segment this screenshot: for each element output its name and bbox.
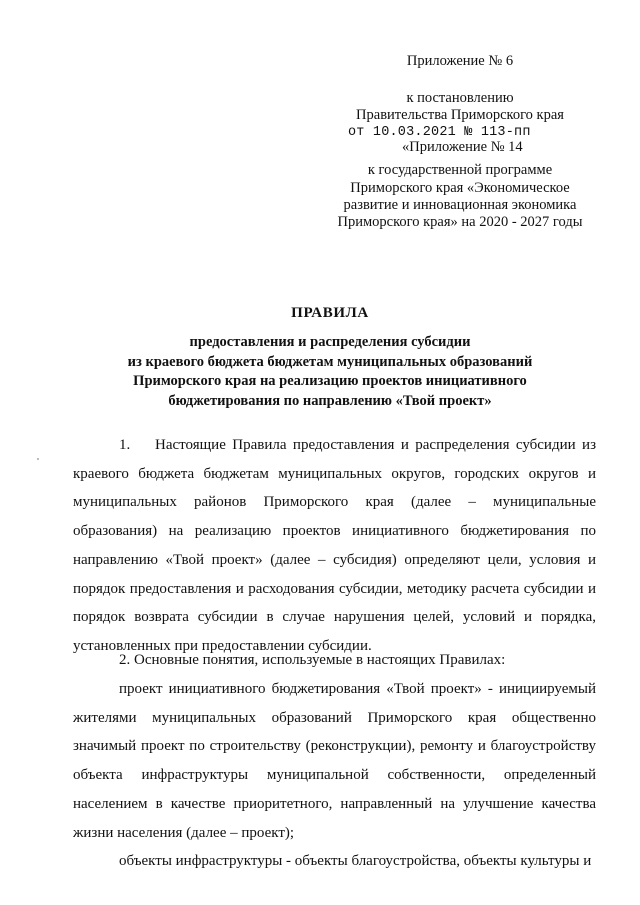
program-reference <box>300 162 620 231</box>
subtitle-line: Приморского края на реализацию проектов инициативного <box>133 373 527 389</box>
inner-appendix-title: «Приложение № 14 <box>402 139 523 155</box>
program-line: Приморского края» на 2020 - 2027 годы <box>337 214 583 230</box>
program-line: к государственной программе <box>367 162 553 178</box>
subtitle-line: бюджетирования по направлению «Твой проект» <box>168 392 492 409</box>
paragraph-4: объекты инфраструктуры - объекты благоустройства, объекты культуры и <box>119 853 592 869</box>
subtitle-line: из краевого бюджета бюджетам муниципальных образований <box>127 353 533 370</box>
paragraph-1 <box>73 431 596 661</box>
program-line: Приморского края «Экономическое <box>350 180 570 196</box>
appendix-line: Правительства Приморского края <box>356 107 564 123</box>
document-title: ПРАВИЛА <box>291 305 369 321</box>
appendix-title: Приложение № 6 <box>406 53 514 69</box>
appendix-line: к постановлению <box>406 90 514 106</box>
paragraph-2: 2. Основные понятия, используемые в настоящих Правилах: <box>119 652 506 668</box>
paragraph-1-text: Настоящие Правила предоставления и распределения субсидии из краевого бюджета бюджетам муниципальных округов, городских округов и муниципальных районов Приморского края (далее – муниципальные образования) на реализацию проектов инициативного бюджетирования по направлению «Твой проект» (далее – субсидия) определяют цели, условия и порядок предоставления и расходования субсидии, методику расчета субсидии и порядок возврата субсидии в случае нарушения целей, условий и порядка, установленных при предоставлении субсидии. <box>73 437 596 654</box>
appendix-header <box>300 53 620 156</box>
program-line: развитие и инновационная экономика <box>343 197 577 213</box>
scan-artifact <box>37 458 39 460</box>
resolution-number-line: от 10.03.2021 № 113-пп <box>348 125 531 140</box>
paragraph-3: проект инициативного бюджетирования «Твой проект» - инициируемый жителями муниципальных образований Приморского края общественно значимый проект по строительству (реконструкции), ремонту и благоустройству объекта инфраструктуры муниципальной собственности, определенный населением в качестве приоритетного, направленный на улучшение качества жизни населения (далее – проект); <box>73 681 596 841</box>
document-subtitle <box>60 333 600 411</box>
subtitle-line: предоставления и распределения субсидии <box>189 334 471 350</box>
paragraph-number: 1. <box>119 437 131 453</box>
